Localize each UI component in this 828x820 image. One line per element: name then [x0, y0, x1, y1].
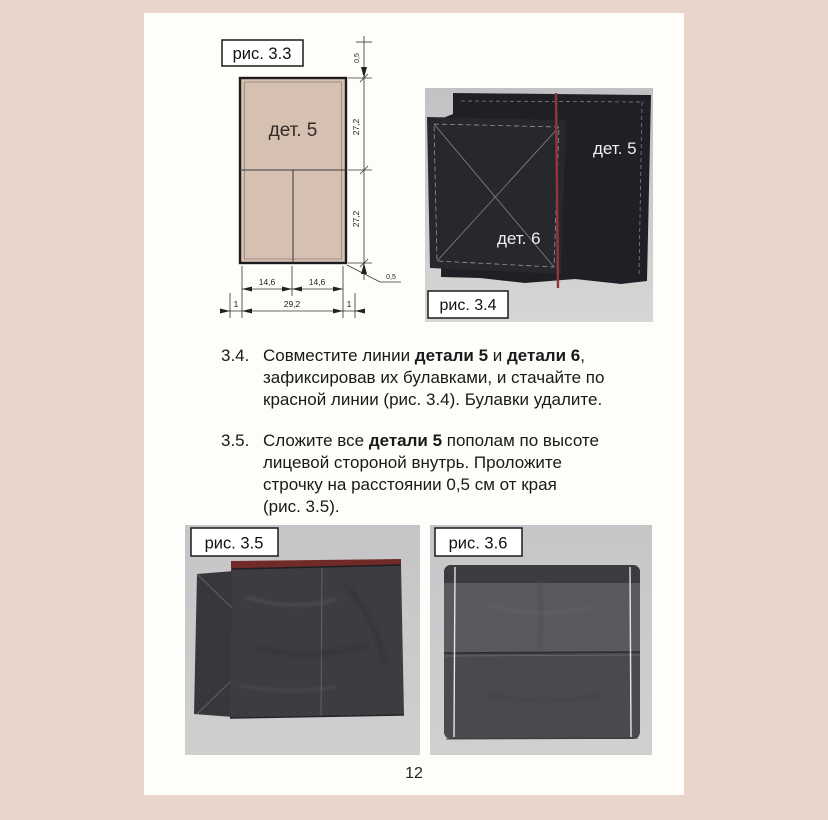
instruction-number: 3.4. [221, 346, 250, 365]
dim-left-half: 14,6 [258, 277, 276, 287]
text-segment: красной линии (рис. 3.4). Булавки удалите. [263, 390, 603, 409]
text-segment: , [580, 346, 585, 365]
caption-label: рис. 3.6 [448, 534, 508, 553]
instruction-text [263, 430, 599, 518]
text-segment: зафиксировав их булавками, и стачайте по [263, 368, 605, 387]
photo-part5-label: дет. 5 [593, 139, 637, 158]
vertical-dimensions [347, 36, 401, 282]
dim-right-half: 14,6 [308, 277, 326, 287]
dim-total-width: 29,2 [283, 299, 301, 309]
figure-3-3-caption [222, 40, 303, 66]
photo-part6-label: дет. 6 [497, 229, 541, 248]
instruction-number: 3.5. [221, 431, 250, 450]
fabric-bottom-edge [446, 738, 638, 739]
text-segment: и [488, 346, 507, 365]
text-segment-bold: детали 6 [506, 346, 581, 365]
figure-3-3-drawing [215, 30, 415, 322]
caption-label: рис. 3.3 [232, 45, 292, 63]
figure-3-5-caption [191, 528, 278, 556]
dim-offset-bottom: 0,5 [386, 274, 396, 281]
text-segment: лицевой стороной внутрь. Проложите [263, 453, 562, 472]
vertical-dimension-labels [351, 53, 396, 281]
text-segment: строчку на расстоянии 0,5 см от края [263, 475, 557, 494]
caption-label: рис. 3.5 [204, 534, 264, 553]
text-segment-bold: детали 5 [414, 346, 489, 365]
stitch-line-right [630, 567, 631, 737]
stitch-line-left [454, 567, 455, 737]
text-segment: (рис. 3.5). [263, 497, 340, 516]
horizontal-dimensions [223, 266, 362, 318]
caption-label: рис. 3.4 [439, 297, 497, 314]
horizontal-dimension-labels [234, 277, 352, 309]
fabric-back-flap [194, 571, 234, 717]
dim-offset-top: 0,5 [354, 53, 361, 63]
horizontal-fold-line [444, 652, 640, 653]
figure-3-6-photo [430, 525, 652, 755]
figure-3-4-caption [428, 291, 508, 318]
figure-3-4-photo [425, 88, 653, 322]
figure-3-5-photo [185, 525, 420, 755]
page-number: 12 [405, 765, 423, 782]
text-segment: пополам по высоте [442, 431, 599, 450]
text-segment: Сложите все [263, 431, 369, 450]
dim-upper-height: 27,2 [351, 118, 361, 136]
dim-allowance-right: 1 [346, 299, 352, 309]
text-segment-bold: детали 5 [368, 431, 443, 450]
instruction-text [263, 345, 604, 411]
dim-allowance-left: 1 [233, 299, 239, 309]
part-label: дет. 5 [268, 120, 318, 141]
pattern-piece [240, 78, 346, 263]
figure-3-6-caption [435, 528, 522, 556]
dim-lower-height: 27,2 [351, 210, 361, 228]
text-segment: Совместите линии [263, 346, 415, 365]
